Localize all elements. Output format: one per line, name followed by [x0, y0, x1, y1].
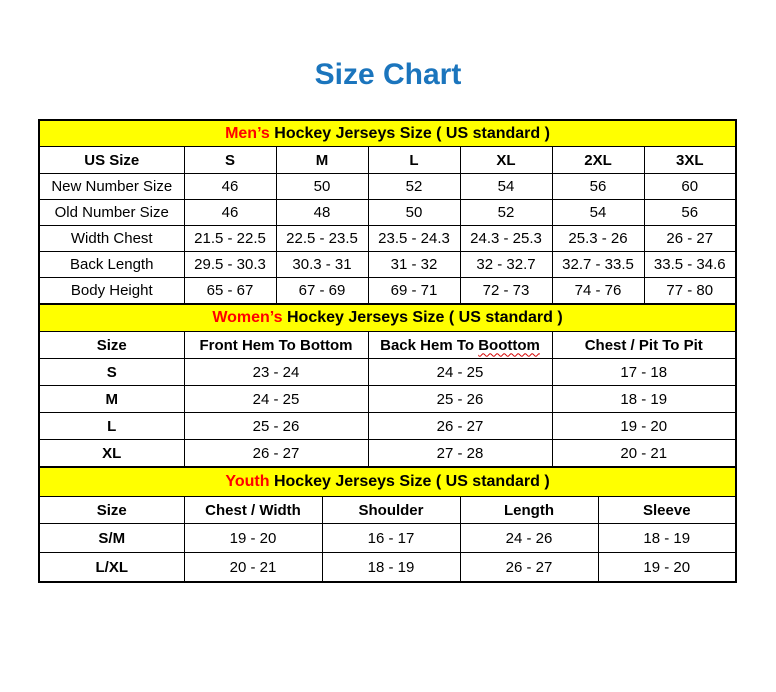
table-row — [39, 252, 736, 278]
cell-value: 17 - 18 — [552, 359, 736, 386]
column-header: Length — [460, 497, 598, 524]
row-label: M — [39, 386, 184, 413]
cell-value: 25 - 26 — [184, 413, 368, 440]
mens-size-table — [38, 119, 737, 305]
womens-section-title — [39, 304, 736, 332]
cell-value: 23.5 - 24.3 — [368, 226, 460, 252]
page-title: Size Chart — [314, 58, 462, 91]
column-header: Size — [39, 497, 184, 524]
cell-value: 19 - 20 — [184, 524, 322, 553]
table-row — [39, 174, 736, 200]
header-text: Back Hem To — [380, 336, 475, 354]
cell-value: 25.3 - 26 — [552, 226, 644, 252]
cell-value: 24 - 26 — [460, 524, 598, 553]
column-header: Chest / Pit To Pit — [552, 332, 736, 359]
cell-value: 27 - 28 — [368, 440, 552, 468]
table-row — [39, 200, 736, 226]
row-label: Old Number Size — [39, 200, 184, 226]
womens-size-table — [38, 303, 737, 468]
cell-value: 32.7 - 33.5 — [552, 252, 644, 278]
table-row — [39, 553, 736, 583]
cell-value: 30.3 - 31 — [276, 252, 368, 278]
cell-value: 18 - 19 — [598, 524, 736, 553]
column-header: XL — [460, 147, 552, 174]
column-header-misspelled — [368, 332, 552, 359]
cell-value: 24.3 - 25.3 — [460, 226, 552, 252]
size-chart-tables — [38, 119, 735, 583]
cell-value: 67 - 69 — [276, 278, 368, 305]
cell-value: 65 - 67 — [184, 278, 276, 305]
cell-value: 26 - 27 — [644, 226, 736, 252]
youth-section-title — [39, 467, 736, 497]
cell-value: 46 — [184, 174, 276, 200]
row-label: XL — [39, 440, 184, 468]
mens-header-row — [39, 147, 736, 174]
cell-value: 21.5 - 22.5 — [184, 226, 276, 252]
row-label: S/M — [39, 524, 184, 553]
column-header: US Size — [39, 147, 184, 174]
cell-value: 20 - 21 — [184, 553, 322, 583]
youth-title-text: Hockey Jerseys Size ( US standard ) — [273, 473, 550, 490]
table-row — [39, 413, 736, 440]
row-label: L — [39, 413, 184, 440]
womens-title-highlight: Women’s — [212, 309, 283, 326]
cell-value: 77 - 80 — [644, 278, 736, 305]
cell-value: 24 - 25 — [184, 386, 368, 413]
youth-section-title-row — [39, 467, 736, 497]
cell-value: 32 - 32.7 — [460, 252, 552, 278]
row-label: Width Chest — [39, 226, 184, 252]
womens-title-text: Hockey Jerseys Size ( US standard ) — [287, 309, 563, 326]
mens-title-text: Hockey Jerseys Size ( US standard ) — [274, 124, 550, 142]
cell-value: 29.5 - 30.3 — [184, 252, 276, 278]
womens-header-row — [39, 332, 736, 359]
cell-value: 60 — [644, 174, 736, 200]
column-header: M — [276, 147, 368, 174]
cell-value: 18 - 19 — [322, 553, 460, 583]
column-header: Front Hem To Bottom — [184, 332, 368, 359]
cell-value: 26 - 27 — [184, 440, 368, 468]
table-row — [39, 386, 736, 413]
cell-value: 24 - 25 — [368, 359, 552, 386]
column-header: 3XL — [644, 147, 736, 174]
cell-value: 22.5 - 23.5 — [276, 226, 368, 252]
table-row — [39, 359, 736, 386]
table-row — [39, 440, 736, 468]
cell-value: 56 — [552, 174, 644, 200]
row-label: L/XL — [39, 553, 184, 583]
column-header: Sleeve — [598, 497, 736, 524]
cell-value: 74 - 76 — [552, 278, 644, 305]
cell-value: 56 — [644, 200, 736, 226]
cell-value: 33.5 - 34.6 — [644, 252, 736, 278]
misspelled-word-squiggle: Boottom — [478, 336, 540, 354]
cell-value: 23 - 24 — [184, 359, 368, 386]
youth-title-highlight: Youth — [225, 473, 270, 490]
table-row — [39, 524, 736, 553]
row-label: S — [39, 359, 184, 386]
cell-value: 54 — [552, 200, 644, 226]
column-header: Size — [39, 332, 184, 359]
cell-value: 16 - 17 — [322, 524, 460, 553]
cell-value: 19 - 20 — [552, 413, 736, 440]
cell-value: 20 - 21 — [552, 440, 736, 468]
cell-value: 72 - 73 — [460, 278, 552, 305]
row-label: New Number Size — [39, 174, 184, 200]
cell-value: 52 — [460, 200, 552, 226]
cell-value: 25 - 26 — [368, 386, 552, 413]
cell-value: 46 — [184, 200, 276, 226]
cell-value: 54 — [460, 174, 552, 200]
cell-value: 50 — [368, 200, 460, 226]
column-header: 2XL — [552, 147, 644, 174]
womens-section-title-row — [39, 304, 736, 332]
cell-value: 48 — [276, 200, 368, 226]
youth-size-table — [38, 466, 737, 583]
youth-header-row — [39, 497, 736, 524]
row-label: Body Height — [39, 278, 184, 305]
mens-section-title — [39, 120, 736, 147]
table-row — [39, 278, 736, 305]
mens-title-highlight: Men’s — [225, 124, 270, 142]
cell-value: 26 - 27 — [460, 553, 598, 583]
cell-value: 26 - 27 — [368, 413, 552, 440]
mens-section-title-row — [39, 120, 736, 147]
cell-value: 52 — [368, 174, 460, 200]
table-row — [39, 226, 736, 252]
cell-value: 18 - 19 — [552, 386, 736, 413]
column-header: Chest / Width — [184, 497, 322, 524]
column-header: L — [368, 147, 460, 174]
column-header: Shoulder — [322, 497, 460, 524]
row-label: Back Length — [39, 252, 184, 278]
column-header: S — [184, 147, 276, 174]
cell-value: 50 — [276, 174, 368, 200]
cell-value: 31 - 32 — [368, 252, 460, 278]
cell-value: 19 - 20 — [598, 553, 736, 583]
cell-value: 69 - 71 — [368, 278, 460, 305]
